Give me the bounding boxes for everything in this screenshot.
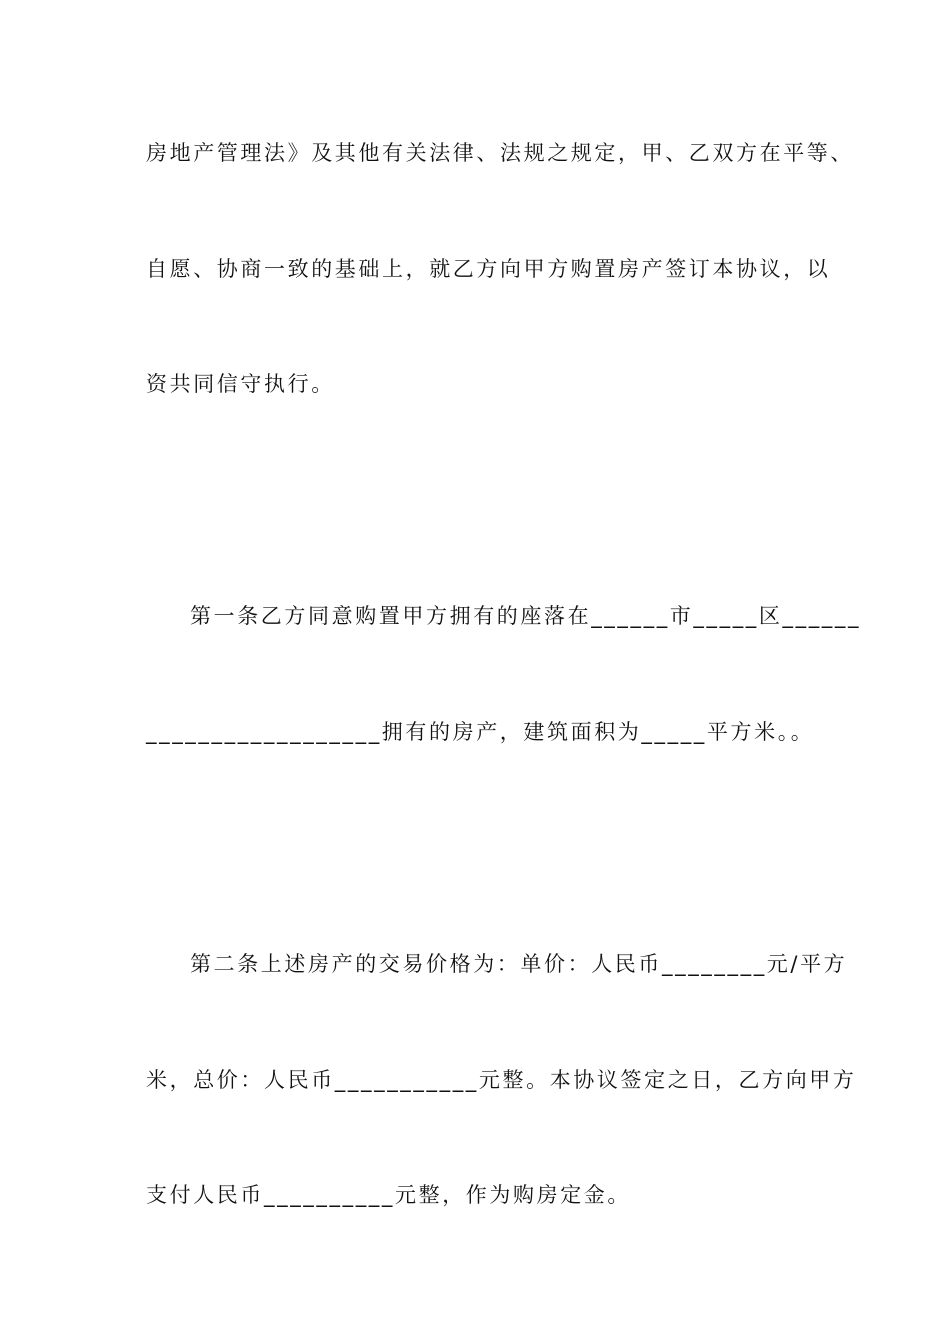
- intro-text-line-3: 资共同信守执行。: [146, 372, 335, 396]
- intro-text-line-1: 房地产管理法》及其他有关法律、法规之规定，甲、乙双方在平等、: [146, 141, 854, 165]
- intro-text-line-2: 自愿、协商一致的基础上，就乙方向甲方购置房产签订本协议，以: [146, 257, 831, 281]
- article-1-line-1: 第一条乙方同意购置甲方拥有的座落在______市_____区______: [190, 604, 862, 628]
- article-1-line-2: __________________拥有的房产，建筑面积为_____平方米。。: [146, 720, 815, 744]
- article-2-line-3: 支付人民币__________元整，作为购房定金。: [146, 1183, 631, 1207]
- article-2-line-1: 第二条上述房产的交易价格为：单价：人民币________元/平方: [190, 952, 848, 976]
- article-2-line-2: 米，总价：人民币___________元整。本协议签定之日，乙方向甲方: [146, 1068, 857, 1092]
